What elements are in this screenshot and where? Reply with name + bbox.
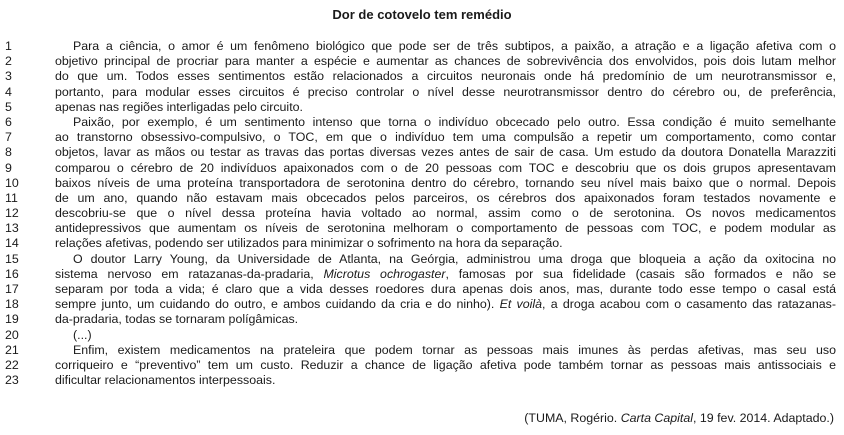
line-number: 14	[5, 236, 19, 251]
text-line	[0, 161, 844, 176]
line-number: 21	[5, 342, 19, 357]
text-line	[0, 373, 844, 388]
text-line	[0, 297, 844, 312]
text-line	[0, 312, 844, 327]
text-line	[0, 69, 844, 84]
line-text: objetivo principal de procriar para manter a espécie e aumentar as chances de sobrevivência dos envolvidos, pois dois lutam melhor	[55, 54, 836, 69]
line-number: 19	[5, 312, 19, 327]
text-line	[0, 206, 844, 221]
text-line	[0, 267, 844, 282]
citation-part: , 19 fev. 2014. Adaptado.)	[693, 411, 834, 425]
line-text: ao transtorno obsessivo-compulsivo, o TOC, em que o indivíduo tem uma compulsão a repetir um comportamento, como contar	[55, 130, 836, 145]
line-number: 23	[5, 373, 19, 388]
line-number: 13	[5, 221, 19, 236]
line-number: 7	[5, 130, 12, 145]
text-line	[0, 191, 844, 206]
line-number: 20	[5, 327, 19, 342]
line-number: 9	[5, 160, 12, 175]
line-text: separam por toda a vida; é claro que a vida desses roedores dura apenas dois anos, mas, durante todo esse tempo o casal está	[55, 282, 836, 296]
line-text: relações afetivas, podendo ser utilizados para minimizar o sofrimento na hora da separação.	[55, 236, 563, 251]
line-text	[55, 267, 836, 282]
line-number: 3	[5, 69, 12, 84]
text-line	[0, 115, 844, 130]
line-text-part: sempre junto, um cuidando do outro, e ambos cuidando da cria e do ninho).	[55, 297, 500, 312]
text-line	[0, 176, 844, 191]
line-number: 5	[5, 99, 12, 114]
line-text: (...)	[73, 327, 92, 342]
line-number: 8	[5, 145, 12, 160]
line-text	[55, 297, 836, 312]
italic-phrase: Et voilà	[499, 297, 543, 312]
line-text: de um ano, quando não estavam mais obcecados pelos parceiros, os cérebros dos apaixonados foram testados novamente e	[55, 190, 836, 205]
line-number: 1	[5, 39, 12, 53]
line-text: antidepressivos que aumentam os níveis de serotonina melhoram o comportamento de pessoas com TOC, e podem modular as	[55, 221, 836, 236]
line-text: portanto, para modular esses circuitos é preciso controlar o nível desse neurotransmissor dentro do cérebro ou, de preferência,	[55, 84, 836, 99]
line-number: 17	[5, 282, 19, 296]
text-line	[0, 252, 844, 267]
line-text: Enfim, existem medicamentos na prateleira que podem tornar as pessoas mais imunes às perdas afetivas, mas seu uso	[73, 342, 836, 357]
citation-part: (TUMA, Rogério.	[524, 411, 621, 425]
line-text: O doutor Larry Young, da Universidade de Atlanta, na Geórgia, administrou uma droga que bloqueia a ação da oxitocina no	[73, 251, 836, 266]
line-text: Para a ciência, o amor é um fenômeno biológico que pode ser de três subtipos, a paixão, a atração e a ligação afetiva com o	[73, 39, 836, 53]
line-text: apenas nas regiões interligadas pelo circuito.	[55, 99, 303, 114]
line-text-part: , a droga acabou com o casamento das ratazanas-	[542, 297, 836, 312]
line-text: do que um. Todos esses sentimentos estão relacionados a circuitos neuronais onde há predomínio de um neurotransmissor e,	[55, 69, 836, 84]
text-line	[0, 282, 844, 297]
line-text: Paixão, por exemplo, é um sentimento intenso que torna o indivíduo obcecado pelo outro. Essa condição é muito semelhante	[73, 114, 836, 129]
text-line	[0, 343, 844, 358]
line-text: baixos níveis de uma proteína transportadora de serotonina dentro do cérebro, tornando seu nível mais baixo que o normal. Depois	[55, 175, 836, 190]
line-number: 6	[5, 114, 12, 129]
line-number: 18	[5, 297, 19, 312]
line-number: 22	[5, 357, 19, 372]
line-number: 12	[5, 206, 19, 221]
line-text-part: , famosas por sua fidelidade (casais são formados e não se	[445, 266, 836, 281]
text-line	[0, 100, 844, 115]
species-name: Microtus ochrogaster	[323, 266, 446, 281]
line-number: 4	[5, 84, 12, 99]
text-line	[0, 145, 844, 160]
line-number: 16	[5, 266, 19, 281]
line-number: 10	[5, 175, 19, 190]
article-title: Dor de cotovelo tem remédio	[332, 7, 512, 22]
text-line	[0, 358, 844, 373]
line-text: comparou o cérebro de 20 indivíduos apaixonados com o de 20 pessoas com TOC e descobriu que os dois grupos apresentavam	[55, 160, 836, 175]
text-line	[0, 130, 844, 145]
article-body	[0, 39, 844, 388]
text-line	[0, 39, 844, 54]
line-text-part: sistema nervoso em ratazanas-da-pradaria,	[55, 266, 324, 281]
text-line	[0, 54, 844, 69]
text-line	[0, 221, 844, 236]
line-number: 15	[5, 251, 19, 266]
text-line	[0, 328, 844, 343]
line-text: dificultar relacionamentos interpessoais.	[55, 373, 276, 388]
line-text: corriqueiro e “preventivo” tem um custo. Reduzir a chance de ligação afetiva pode também tornar as pessoas mais antissociais e	[55, 357, 836, 372]
line-number: 2	[5, 54, 12, 69]
text-line	[0, 85, 844, 100]
text-line	[0, 236, 844, 251]
source-citation	[524, 411, 834, 425]
line-text: descobriu-se que o nível dessa proteína havia voltado ao normal, assim como o de serotonina. Os novos medicamentos	[55, 206, 836, 221]
line-number: 11	[5, 190, 18, 205]
line-text: da-pradaria, todas se tornaram polígâmicas.	[55, 312, 299, 327]
line-text: objetos, lavar as mãos ou testar as travas das portas diversas vezes antes de sair de casa. Um estudo da doutora Donatella Marazziti	[55, 145, 836, 160]
publication-name: Carta Capital	[620, 411, 693, 425]
